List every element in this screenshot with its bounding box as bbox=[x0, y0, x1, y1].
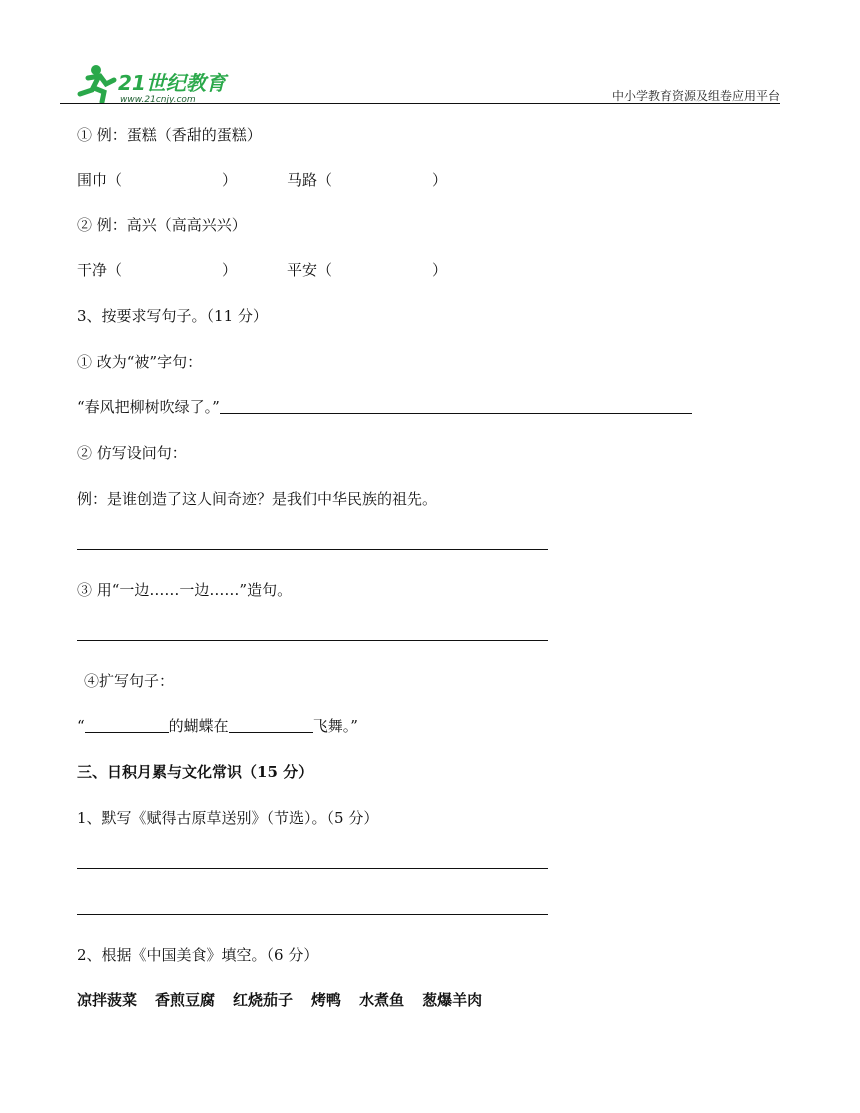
section-3-question-2: 2、根据《中国美食》填空。（6 分） bbox=[77, 946, 319, 964]
prompt-scarf: 围巾（ bbox=[77, 171, 123, 189]
answer-line bbox=[77, 640, 548, 641]
dish-item: 凉拌菠菜 bbox=[77, 991, 138, 1009]
question-3-1: ① 改为“被”字句： bbox=[77, 353, 203, 371]
example-1: ① 例：蛋糕（香甜的蛋糕） bbox=[77, 126, 262, 144]
logo-text: 21世纪教育 bbox=[118, 71, 226, 95]
dish-item: 葱爆羊肉 bbox=[422, 991, 483, 1009]
platform-name: 中小学教育资源及组卷应用平台 bbox=[611, 89, 780, 103]
question-3-4-row: “ 的蝴蝶在 飞舞。” bbox=[77, 717, 358, 735]
answer-line bbox=[77, 549, 548, 550]
dish-item: 香煎豆腐 bbox=[155, 991, 216, 1009]
source-sentence: “春风把柳树吹绿了。” bbox=[77, 398, 220, 416]
question-3: 3、按要求写句子。（11 分） bbox=[77, 307, 268, 325]
logo-runner-icon bbox=[70, 62, 240, 104]
dish-item: 红烧茄子 bbox=[233, 991, 294, 1009]
question-3-2: ② 仿写设问句： bbox=[77, 444, 187, 462]
question-3-4: ④扩写句子： bbox=[84, 672, 175, 690]
section-3-question-1: 1、默写《赋得古原草送别》（节选）。（5 分） bbox=[77, 809, 379, 827]
question-3-3: ③ 用“一边……一边……”造句。 bbox=[77, 581, 293, 599]
fill-blank bbox=[85, 718, 169, 733]
prompt-clean: 干净（ bbox=[77, 261, 123, 279]
answer-line bbox=[220, 399, 692, 414]
prompt-safe: 平安（ bbox=[287, 261, 333, 279]
question-3-2-example: 例：是谁创造了这人间奇迹？是我们中华民族的祖先。 bbox=[77, 490, 438, 508]
dish-item: 水煮鱼 bbox=[359, 991, 405, 1009]
section-3-title: 三、日积月累与文化常识（15 分） bbox=[77, 763, 314, 781]
exercise-row-2: 干净（ ） 平安（ ） bbox=[77, 261, 448, 279]
dish-list bbox=[77, 990, 500, 1010]
fill-blank bbox=[229, 718, 313, 733]
dish-item: 烤鸭 bbox=[311, 991, 342, 1009]
example-2: ② 例：高兴（高高兴兴） bbox=[77, 216, 247, 234]
prompt-road: 马路（ bbox=[287, 171, 333, 189]
answer-line bbox=[77, 868, 548, 869]
answer-line bbox=[77, 914, 548, 915]
header-rule bbox=[60, 103, 780, 104]
exercise-row-1: 围巾（ ） 马路（ ） bbox=[77, 171, 448, 189]
logo-url: www.21cnjy.com bbox=[120, 95, 196, 104]
question-3-1-sentence-row bbox=[77, 397, 692, 417]
page-header bbox=[60, 60, 780, 104]
